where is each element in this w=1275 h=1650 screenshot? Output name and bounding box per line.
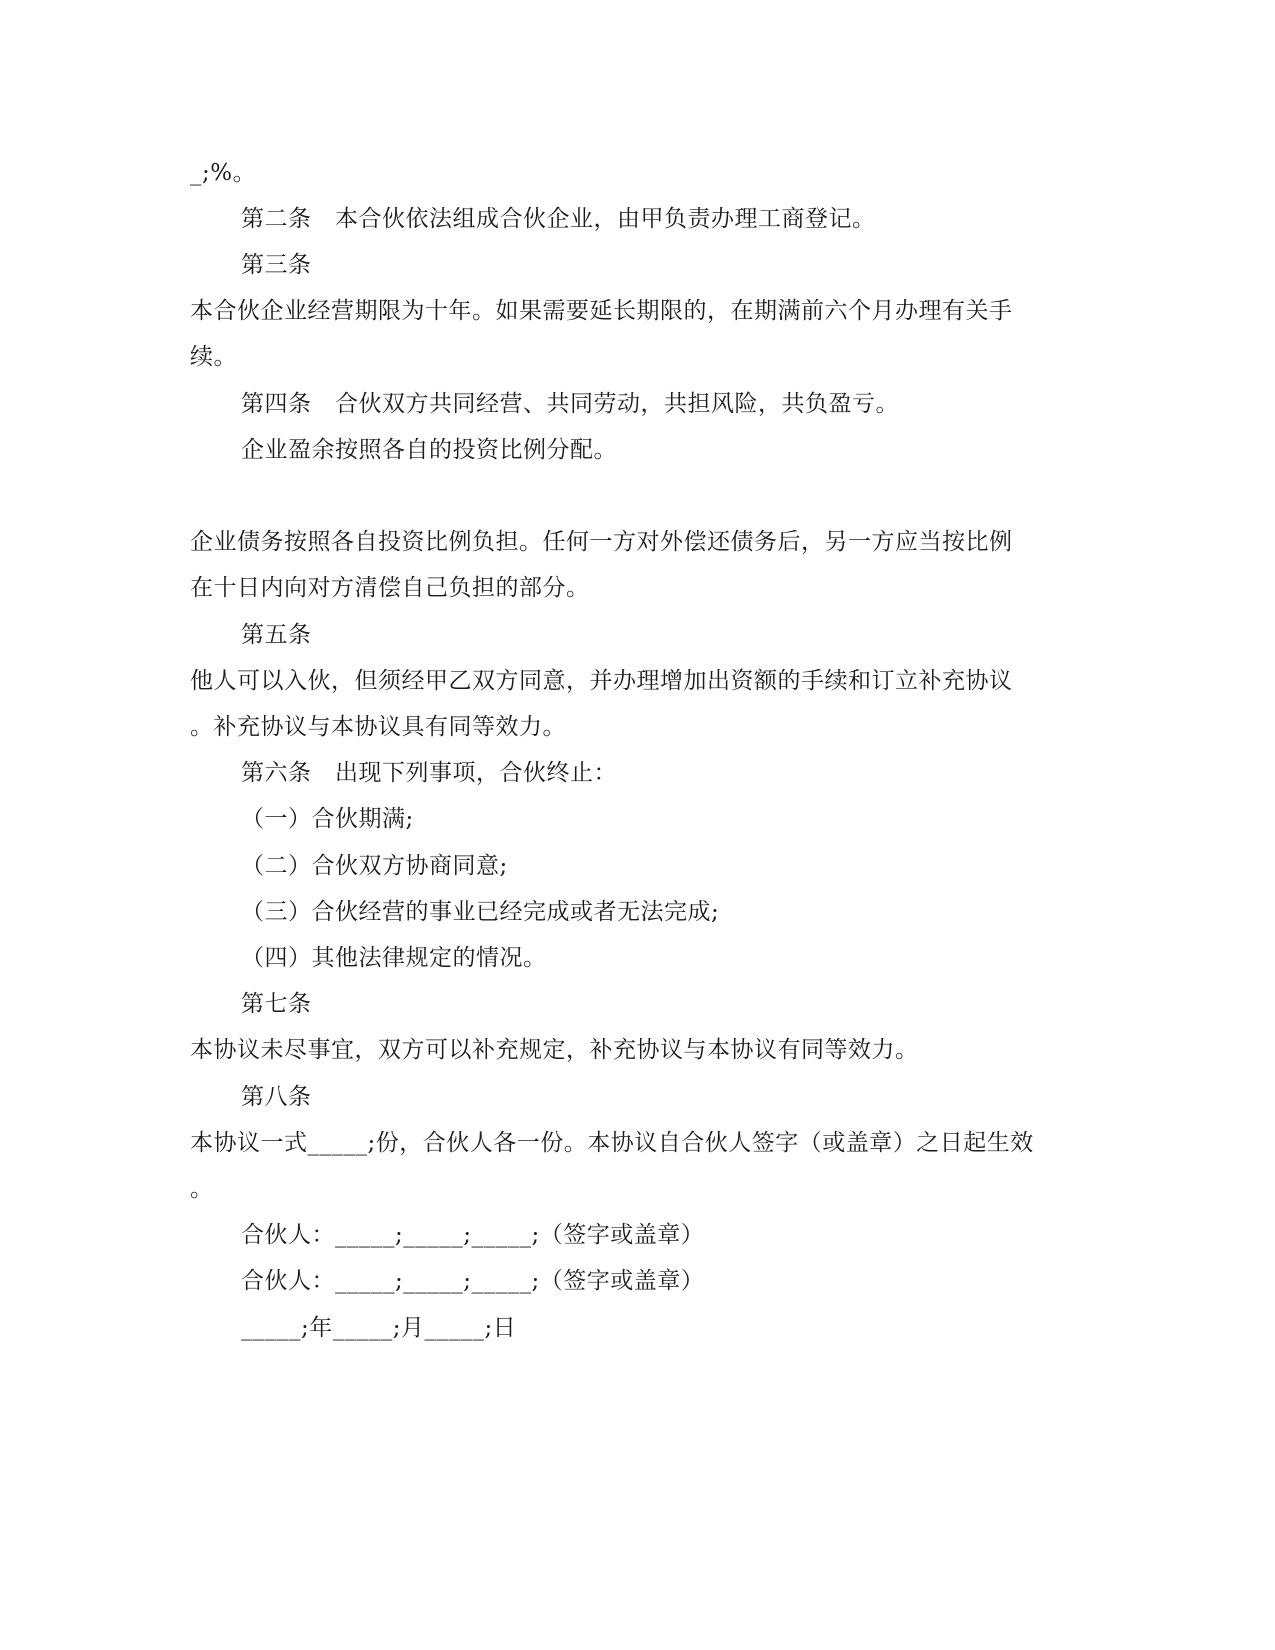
partner-signature-2: 合伙人：_____;_____;_____;（签字或盖章）: [241, 1268, 705, 1294]
article-5-text-1: 他人可以入伙，但须经甲乙双方同意，并办理增加出资额的手续和订立补充协议: [190, 668, 1013, 694]
article-5-text-2: 。补充协议与本协议具有同等效力。: [190, 714, 566, 740]
article-4-debt-1: 企业债务按照各自投资比例负担。任何一方对外偿还债务后，另一方应当按比例: [190, 529, 1013, 555]
partner-signature-1: 合伙人：_____;_____;_____;（签字或盖章）: [241, 1222, 705, 1248]
article-6: 第六条 出现下列事项，合伙终止：: [241, 760, 617, 786]
article-6-item-2: （二）合伙双方协商同意;: [241, 853, 508, 879]
article-8-text-1: 本协议一式_____;份，合伙人各一份。本协议自合伙人签字（或盖章）之日起生效: [190, 1130, 1034, 1156]
article-3-text-1: 本合伙企业经营期限为十年。如果需要延长期限的，在期满前六个月办理有关手: [190, 298, 1013, 324]
article-5-heading: 第五条: [241, 622, 312, 648]
article-3-heading: 第三条: [241, 252, 312, 278]
article-6-item-3: （三）合伙经营的事业已经完成或者无法完成;: [241, 899, 720, 925]
article-7-heading: 第七条: [241, 991, 312, 1017]
article-8-text-2: 。: [190, 1176, 214, 1202]
article-6-item-1: （一）合伙期满;: [241, 806, 414, 832]
article-4: 第四条 合伙双方共同经营、共同劳动，共担风险，共负盈亏。: [241, 391, 899, 417]
article-2: 第二条 本合伙依法组成合伙企业，由甲负责办理工商登记。: [241, 206, 876, 232]
article-4-profit: 企业盈余按照各自的投资比例分配。: [241, 437, 617, 463]
article-8-heading: 第八条: [241, 1084, 312, 1110]
article-3-text-2: 续。: [190, 344, 237, 370]
article-4-debt-2: 在十日内向对方清偿自己负担的部分。: [190, 575, 590, 601]
article-7-text: 本协议未尽事宜，双方可以补充规定，补充协议与本协议有同等效力。: [190, 1037, 919, 1063]
text-line-fragment: _;%。: [190, 160, 257, 186]
article-6-item-4: （四）其他法律规定的情况。: [241, 945, 547, 971]
signing-date: _____;年_____;月_____;日: [241, 1315, 517, 1341]
